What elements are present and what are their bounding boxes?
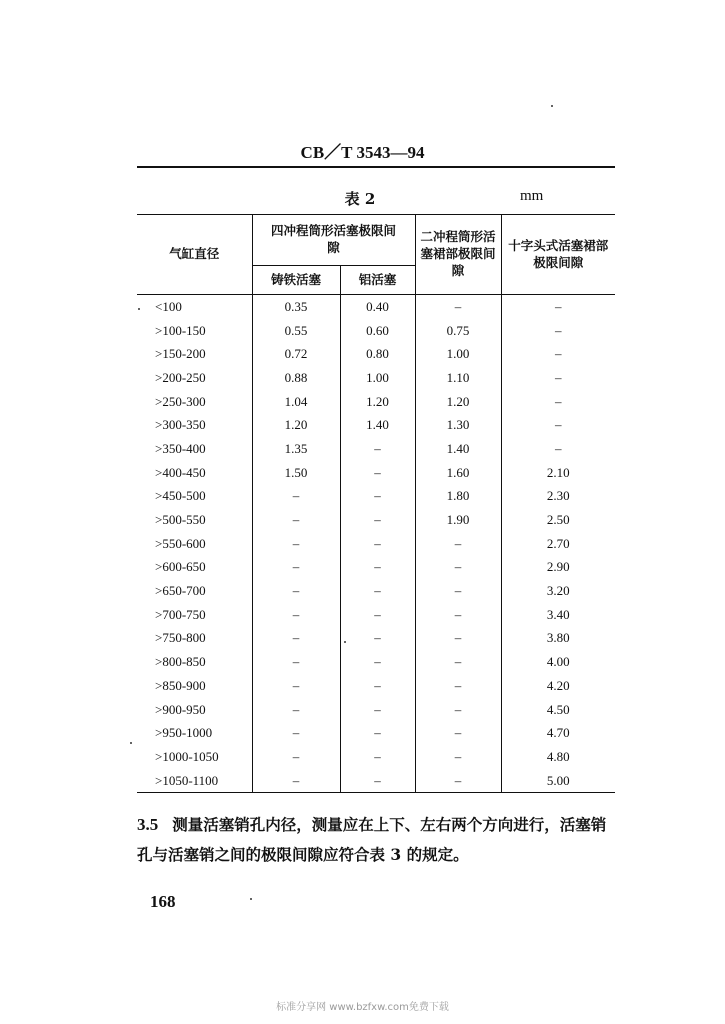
clearance-cell: – xyxy=(340,485,415,509)
table-row xyxy=(137,390,615,414)
diameter-cell: >550-600 xyxy=(155,535,206,551)
diameter-cell: >250-300 xyxy=(155,393,206,409)
header-crosshead: 十字头式活塞裙部极限间隙 xyxy=(501,215,615,295)
clearance-cell: – xyxy=(501,295,615,319)
clearance-cell: 4.00 xyxy=(501,650,615,674)
header-cylinder-diameter: 气缸直径 xyxy=(137,215,252,295)
clearance-cell: – xyxy=(340,603,415,627)
table-row xyxy=(137,295,615,319)
scan-speck xyxy=(551,105,553,107)
diameter-cell: >150-200 xyxy=(155,346,206,362)
header-rule xyxy=(137,166,615,168)
table-body xyxy=(137,295,615,793)
header-four-stroke-group: 四冲程筒形活塞极限间隙 xyxy=(252,215,415,266)
table-row xyxy=(137,319,615,343)
watermark: 标准分享网 www.bzfxw.com免费下载 xyxy=(276,1002,449,1013)
clause-paragraph xyxy=(137,810,615,870)
clearance-cell: – xyxy=(340,508,415,532)
clearance-cell: 3.20 xyxy=(501,579,615,603)
scan-speck xyxy=(130,742,132,744)
clearance-cell: 1.40 xyxy=(415,437,501,461)
table-row xyxy=(137,342,615,366)
clearance-cell: 3.80 xyxy=(501,627,615,651)
clearance-cell: – xyxy=(415,627,501,651)
clearance-cell: 4.80 xyxy=(501,745,615,769)
diameter-cell: >1050-1100 xyxy=(137,769,252,793)
clearance-cell: 1.20 xyxy=(415,390,501,414)
clearance-cell: 2.50 xyxy=(501,508,615,532)
clearance-cell: – xyxy=(252,508,340,532)
clearance-cell: – xyxy=(340,769,415,793)
document-number-header: CB／T 3543—94 xyxy=(300,143,425,162)
clearance-cell: – xyxy=(340,556,415,580)
clearance-cell: – xyxy=(415,556,501,580)
diameter-cell: >950-1000 xyxy=(155,725,213,741)
clearance-cell: 1.00 xyxy=(340,366,415,390)
clearance-cell: – xyxy=(340,532,415,556)
clearance-cell: – xyxy=(415,532,501,556)
clearance-cell: – xyxy=(415,769,501,793)
scan-speck xyxy=(138,308,140,310)
clearance-cell: 1.40 xyxy=(340,413,415,437)
table-row xyxy=(137,674,615,698)
clearance-cell: – xyxy=(340,650,415,674)
clearance-cell: – xyxy=(501,366,615,390)
limit-clearance-table xyxy=(137,214,615,793)
clause-text: 测量活塞销孔内径，测量应在上下、左右两个方向进行，活塞销孔与活塞销之间的极限间隙应符合表 3 的规定。 xyxy=(137,815,607,864)
diameter-cell: >100-150 xyxy=(155,322,206,338)
clearance-cell: 1.60 xyxy=(415,461,501,485)
clearance-cell: – xyxy=(415,698,501,722)
clearance-cell: – xyxy=(415,674,501,698)
diameter-cell: >800-850 xyxy=(155,654,206,670)
clearance-cell: – xyxy=(501,413,615,437)
clearance-cell: – xyxy=(415,603,501,627)
clearance-cell: 0.35 xyxy=(252,295,340,319)
clearance-cell: 1.20 xyxy=(340,390,415,414)
clearance-cell: 1.50 xyxy=(252,461,340,485)
clearance-cell: – xyxy=(252,721,340,745)
diameter-cell: >450-500 xyxy=(155,488,206,504)
clearance-cell: 0.40 xyxy=(340,295,415,319)
clearance-cell: 0.55 xyxy=(252,319,340,343)
table-row xyxy=(137,698,615,722)
clearance-cell: 0.60 xyxy=(340,319,415,343)
table-row xyxy=(137,556,615,580)
clearance-cell: 0.75 xyxy=(415,319,501,343)
diameter-cell: >350-400 xyxy=(155,440,206,456)
clearance-cell: – xyxy=(252,769,340,793)
clearance-cell: 1.20 xyxy=(252,413,340,437)
clearance-cell: – xyxy=(340,745,415,769)
diameter-cell: >300-350 xyxy=(155,417,206,433)
clearance-cell: – xyxy=(252,650,340,674)
clearance-cell: 2.30 xyxy=(501,485,615,509)
diameter-cell: >900-950 xyxy=(155,701,206,717)
diameter-cell: >200-250 xyxy=(155,369,206,385)
scan-speck xyxy=(250,898,252,900)
table-row xyxy=(137,650,615,674)
clause-number: 3.5 xyxy=(137,815,159,834)
scan-speck xyxy=(344,641,346,643)
table-row xyxy=(137,721,615,745)
clearance-cell: 0.72 xyxy=(252,342,340,366)
clearance-cell: 4.50 xyxy=(501,698,615,722)
clearance-cell: – xyxy=(252,698,340,722)
table-row xyxy=(137,366,615,390)
clearance-cell: 1.10 xyxy=(415,366,501,390)
header-aluminum: 铝活塞 xyxy=(340,266,415,295)
clearance-cell: 4.20 xyxy=(501,674,615,698)
clearance-cell: – xyxy=(340,437,415,461)
clearance-cell: – xyxy=(415,721,501,745)
diameter-cell: >850-900 xyxy=(155,677,206,693)
clearance-cell: – xyxy=(252,627,340,651)
diameter-cell: >500-550 xyxy=(155,512,206,528)
clearance-cell: – xyxy=(252,603,340,627)
clearance-cell: – xyxy=(501,437,615,461)
table-row xyxy=(137,627,615,651)
table-row xyxy=(137,579,615,603)
clearance-cell: – xyxy=(340,698,415,722)
clearance-cell: – xyxy=(501,390,615,414)
clearance-cell: – xyxy=(340,721,415,745)
clearance-cell: – xyxy=(252,745,340,769)
table-row xyxy=(137,508,615,532)
clearance-cell: – xyxy=(415,650,501,674)
clearance-cell: 2.10 xyxy=(501,461,615,485)
clearance-cell: – xyxy=(415,579,501,603)
diameter-cell: <100 xyxy=(155,298,182,314)
table-row xyxy=(137,413,615,437)
table-row xyxy=(137,437,615,461)
clearance-cell: 2.90 xyxy=(501,556,615,580)
clearance-cell: – xyxy=(252,674,340,698)
clearance-cell: – xyxy=(340,674,415,698)
clearance-cell: 1.00 xyxy=(415,342,501,366)
clearance-cell: 1.35 xyxy=(252,437,340,461)
diameter-cell: >650-700 xyxy=(155,583,206,599)
table-row xyxy=(137,461,615,485)
clearance-cell: 1.30 xyxy=(415,413,501,437)
header-two-stroke: 二冲程筒形活塞裙部极限间隙 xyxy=(415,215,501,295)
clearance-cell: 5.00 xyxy=(501,769,615,793)
diameter-cell: >400-450 xyxy=(155,464,206,480)
table-unit: mm xyxy=(520,188,544,204)
table-row xyxy=(137,745,615,769)
diameter-cell: >700-750 xyxy=(155,606,206,622)
table-title: 表 2 xyxy=(344,190,376,208)
clearance-cell: – xyxy=(415,745,501,769)
clearance-cell: – xyxy=(340,461,415,485)
clearance-cell: 2.70 xyxy=(501,532,615,556)
clearance-cell: – xyxy=(252,532,340,556)
clearance-cell: 1.80 xyxy=(415,485,501,509)
diameter-cell: >1000-1050 xyxy=(155,748,219,764)
diameter-cell: >600-650 xyxy=(155,559,206,575)
clearance-cell: – xyxy=(501,319,615,343)
clearance-cell: – xyxy=(252,556,340,580)
clearance-cell: 1.90 xyxy=(415,508,501,532)
header-cast-iron: 铸铁活塞 xyxy=(252,266,340,295)
clearance-cell: – xyxy=(252,579,340,603)
clearance-cell: 4.70 xyxy=(501,721,615,745)
clearance-cell: 1.04 xyxy=(252,390,340,414)
clearance-cell: 0.88 xyxy=(252,366,340,390)
clearance-cell: 3.40 xyxy=(501,603,615,627)
clearance-cell: 0.80 xyxy=(340,342,415,366)
table-row xyxy=(137,485,615,509)
table-row xyxy=(137,532,615,556)
table-row xyxy=(137,769,615,793)
clearance-cell: – xyxy=(340,579,415,603)
diameter-cell: >750-800 xyxy=(155,630,206,646)
table-row xyxy=(137,603,615,627)
clearance-cell: – xyxy=(252,485,340,509)
clearance-cell: – xyxy=(415,295,501,319)
clearance-cell: – xyxy=(501,342,615,366)
page-number: 168 xyxy=(150,892,176,911)
clearance-cell: – xyxy=(340,627,415,651)
